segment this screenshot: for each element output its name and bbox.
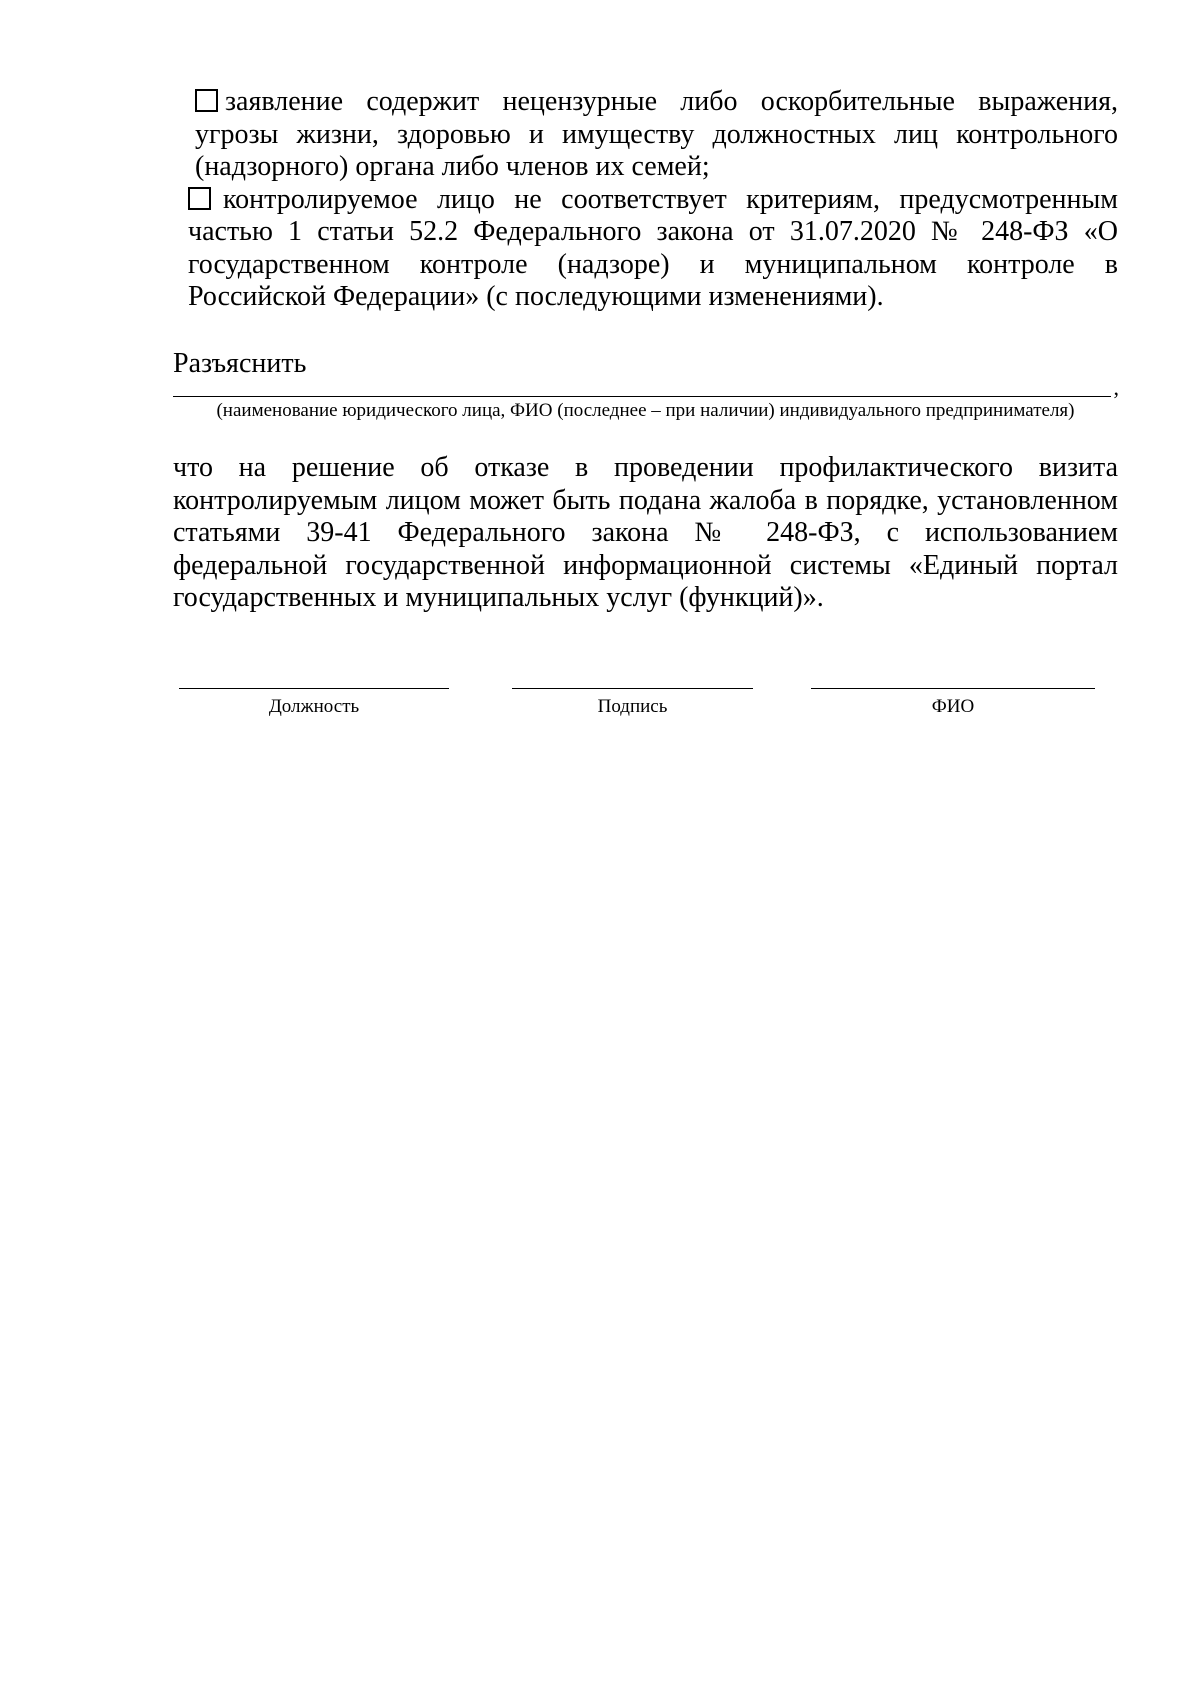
- explain-label: Разъяснить: [173, 347, 307, 379]
- name-caption: ФИО: [931, 696, 975, 717]
- explain-comma: ,: [1113, 375, 1119, 400]
- explain-recipient-caption: (наименование юридического лица, ФИО (последнее – при наличии) индивидуального предпринимателя): [216, 400, 1075, 421]
- position-signature-slot: [179, 688, 449, 719]
- document-body: [173, 86, 1118, 615]
- option-text: заявление содержит нецензурные либо оскорбительные выражения, угрозы жизни, здоровью и имуществу должностных лиц контрольного (надзорного) органа либо членов их семей;: [195, 86, 1118, 182]
- signature-block: [173, 688, 1118, 738]
- signature-line[interactable]: [512, 688, 753, 689]
- position-caption: Должность: [268, 696, 360, 717]
- obscene-statement-checkbox[interactable]: [195, 89, 218, 112]
- name-signature-slot: [811, 688, 1095, 719]
- position-line[interactable]: [179, 688, 449, 689]
- option-criteria-mismatch: [173, 184, 1118, 314]
- criteria-mismatch-checkbox[interactable]: [188, 187, 211, 210]
- signature-caption: Подпись: [597, 696, 668, 717]
- explain-recipient-field[interactable]: [173, 375, 1119, 400]
- option-text: контролируемое лицо не соответствует критериям, предусмотренным частью 1 статьи 52.2 Федерального закона от 31.07.2020 № 248-ФЗ «О государственном контроле (надзоре) и муниципальном контроле в Российской Федерации» (с последующими изменениями).: [188, 183, 1118, 312]
- name-line[interactable]: [811, 688, 1095, 689]
- signature-slot: [512, 688, 753, 719]
- option-obscene-statement: [173, 86, 1118, 184]
- appeal-notice: что на решение об отказе в проведении профилактического визита контролируемым лицом может быть подана жалоба в порядке, установленном статьями 39-41 Федерального закона № 248-ФЗ, с использованием федеральной государственной информационной системы «Единый портал государственных и муниципальных услуг (функций)».: [173, 452, 1118, 613]
